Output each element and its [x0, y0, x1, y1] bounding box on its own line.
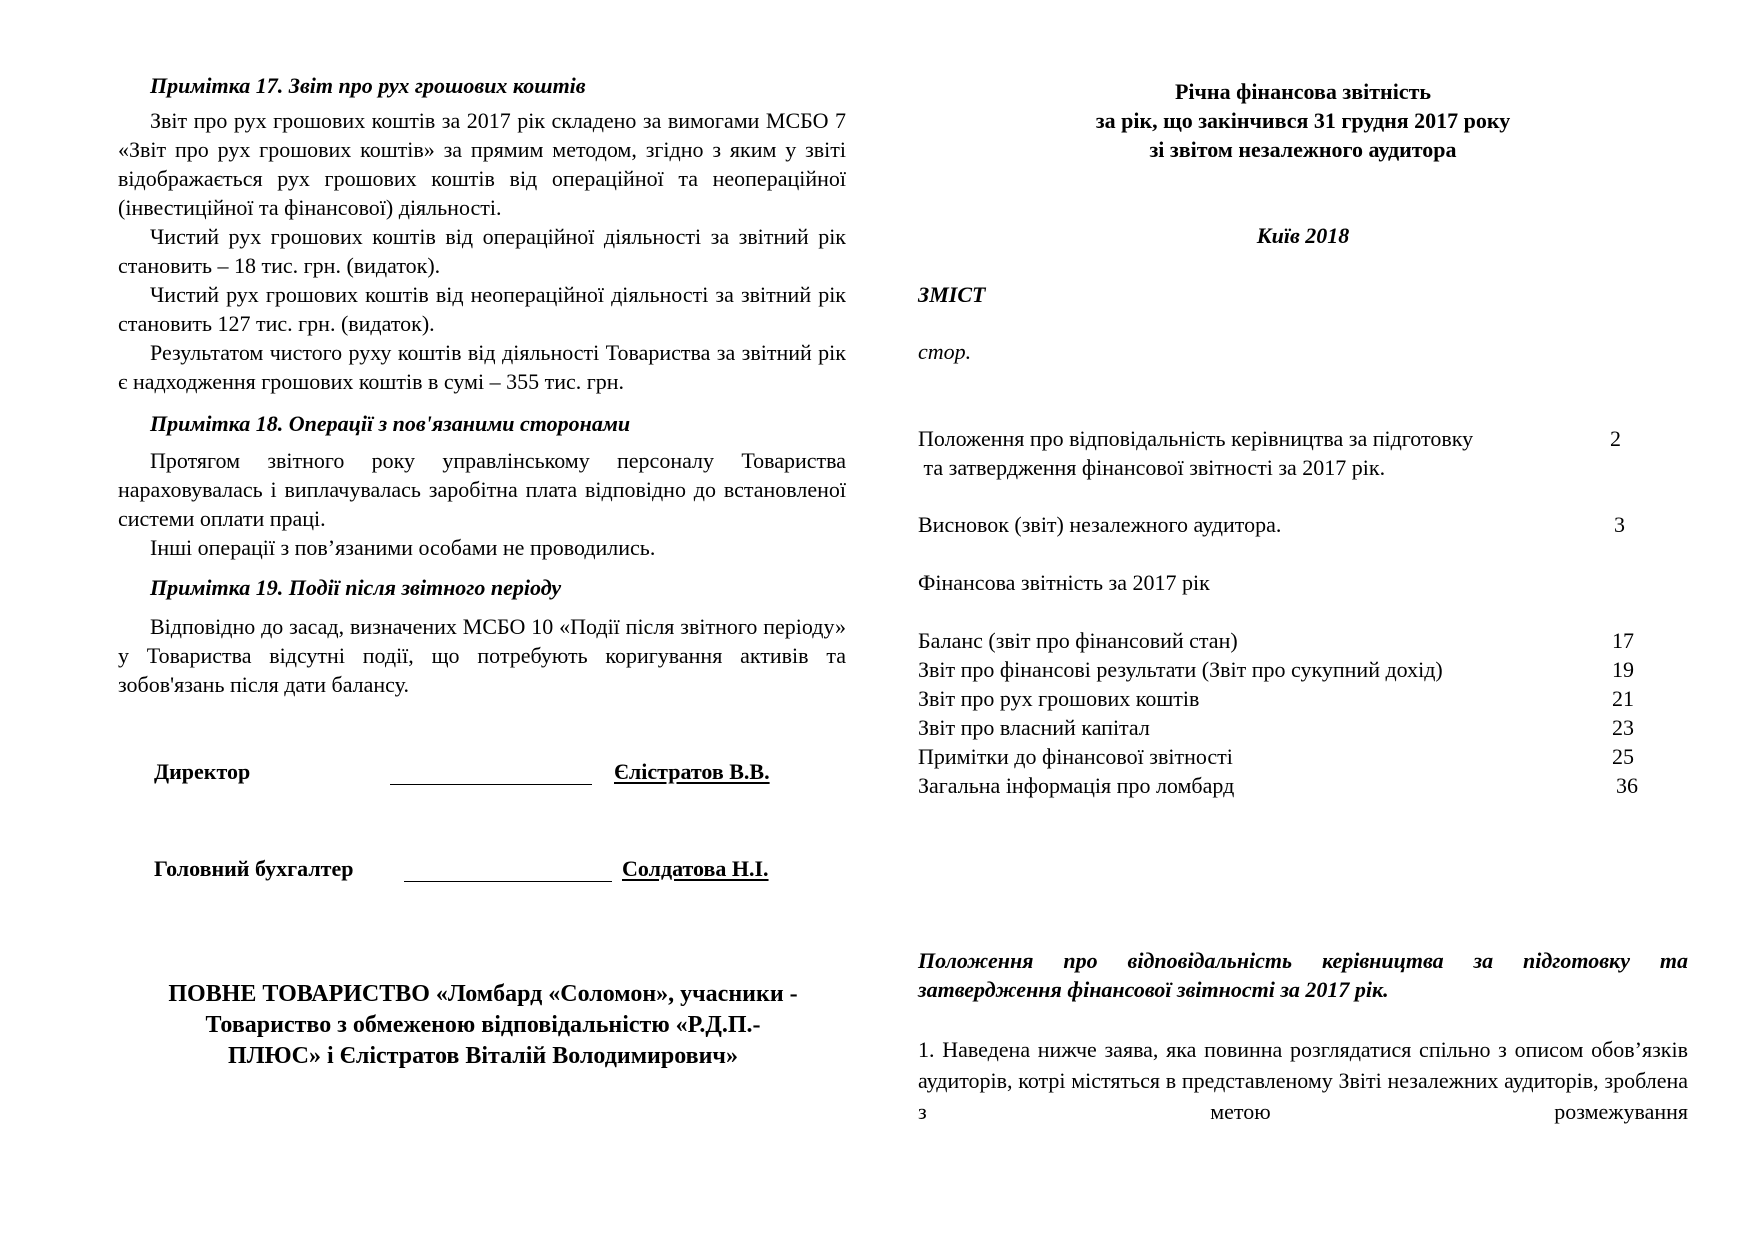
- toc-item: [918, 771, 1653, 800]
- note-19-body: [118, 612, 846, 699]
- toc-item-page: 21: [1612, 686, 1634, 711]
- report-title-line-1: Річна фінансова звітність: [1174, 79, 1432, 104]
- toc-item: [918, 655, 1653, 684]
- toc-item: [918, 568, 1653, 597]
- toc-item: [918, 424, 1653, 482]
- toc-item: [918, 510, 1653, 539]
- toc-item-text: Баланс (звіт про фінансовий стан): [918, 628, 1238, 653]
- city-year: Київ 2018: [1256, 223, 1350, 248]
- toc-pages-label: стор.: [918, 339, 972, 364]
- report-title-line-2: за рік, що закінчився 31 грудня 2017 року: [1095, 108, 1511, 133]
- toc-item-page: 3: [1614, 512, 1625, 537]
- accountant-name: Солдатова Н.І.: [622, 856, 769, 881]
- toc-item: [918, 626, 1653, 655]
- organization-line-1: ПОВНЕ ТОВАРИСТВО «Ломбард «Соломон», учасники -: [168, 981, 798, 1007]
- toc-heading: ЗМІСТ: [918, 282, 986, 307]
- note-17-paragraph-4: Результатом чистого руху коштів від діяльності Товариства за звітний рік є надходження грошових коштів в сумі – 355 тис. грн.: [118, 340, 846, 394]
- toc-item: [918, 742, 1653, 771]
- section-heading: Положення про відповідальність керівництва за підготовку та затвердження фінансової звітності за 2017 рік.: [918, 948, 1688, 1002]
- toc-item-text: Звіт про рух грошових коштів: [918, 686, 1200, 711]
- toc-item-page: 23: [1612, 715, 1634, 740]
- director-label: Директор: [154, 759, 251, 784]
- note-18-paragraph-2: Інші операції з пов’язаними особами не проводились.: [150, 535, 656, 560]
- organization-name: [88, 979, 878, 1072]
- organization-line-3: ПЛЮС» і Єлістратов Віталій Володимирович»: [228, 1043, 738, 1069]
- toc-item-text: Фінансова звітність за 2017 рік: [918, 570, 1210, 595]
- note-18-body: [118, 446, 846, 562]
- toc-item-page: 36: [1616, 773, 1638, 798]
- toc-item-text: Примітки до фінансової звітності: [918, 744, 1233, 769]
- report-title-line-3: зі звітом незалежного аудитора: [1149, 137, 1457, 162]
- note-18-paragraph-1: Протягом звітного року управлінському персоналу Товариства нараховувалась і виплачувалась заробітна плата відповідно до встановленої системи оплати праці.: [118, 448, 846, 531]
- toc-item-text: Загальна інформація про ломбард: [918, 773, 1235, 798]
- director-name: Єлістратов В.В.: [614, 759, 770, 784]
- director-signature-line: [390, 784, 592, 785]
- toc-item-text: Положення про відповідальність керівництва за підготовку: [918, 426, 1474, 451]
- note-19-paragraph-1: Відповідно до засад, визначених МСБО 10 «Події після звітного періоду» у Товариства відсутні події, що потребують коригування активів та зобов'язань після дати балансу.: [118, 614, 846, 697]
- toc-item-text-continued: та затвердження фінансової звітності за 2017 рік.: [918, 455, 1386, 480]
- toc-item-page: 17: [1612, 628, 1634, 653]
- toc-item-text: Звіт про фінансові результати (Звіт про сукупний дохід): [918, 657, 1443, 682]
- toc-item-page: 19: [1612, 657, 1634, 682]
- director-signature-row: [154, 758, 844, 790]
- organization-line-2: Товариство з обмеженою відповідальністю «Р.Д.П.-: [205, 1012, 761, 1038]
- report-title: [918, 77, 1688, 164]
- note-17-paragraph-3: Чистий рух грошових коштів від неопераційної діяльності за звітний рік становить 127 тис. грн. (видаток).: [118, 282, 846, 336]
- toc-item-page: 2: [1610, 426, 1621, 451]
- section-paragraph-1: 1. Наведена нижче заява, яка повинна розглядатися спільно з описом обов’язків аудиторів, котрі містяться в представленому Звіті незалежних аудиторів, зроблена з метою розмежування: [918, 1037, 1688, 1124]
- note-18-heading: Примітка 18. Операції з пов'язаними сторонами: [150, 411, 631, 436]
- toc-item: [918, 684, 1653, 713]
- toc-item: [918, 713, 1653, 742]
- accountant-label: Головний бухгалтер: [154, 856, 354, 881]
- note-17-heading: Примітка 17. Звіт про рух грошових коштів: [150, 73, 586, 98]
- accountant-signature-line: [404, 881, 612, 882]
- toc-item-page: 25: [1612, 744, 1634, 769]
- note-19-heading: Примітка 19. Події після звітного періоду: [150, 575, 562, 600]
- accountant-signature-row: [154, 855, 844, 887]
- toc-item-text: Звіт про власний капітал: [918, 715, 1150, 740]
- toc-item-text: Висновок (звіт) незалежного аудитора.: [918, 512, 1282, 537]
- note-17-paragraph-2: Чистий рух грошових коштів від операційної діяльності за звітний рік становить – 18 тис. грн. (видаток).: [118, 224, 846, 278]
- note-17-paragraph-1: Звіт про рух грошових коштів за 2017 рік складено за вимогами МСБО 7 «Звіт про рух грошових коштів» за прямим методом, згідно з яким у звіті відображається рух грошових коштів від операційної та неопераційної (інвестиційної та фінансової) діяльності.: [118, 108, 846, 220]
- note-17-body: [118, 106, 846, 396]
